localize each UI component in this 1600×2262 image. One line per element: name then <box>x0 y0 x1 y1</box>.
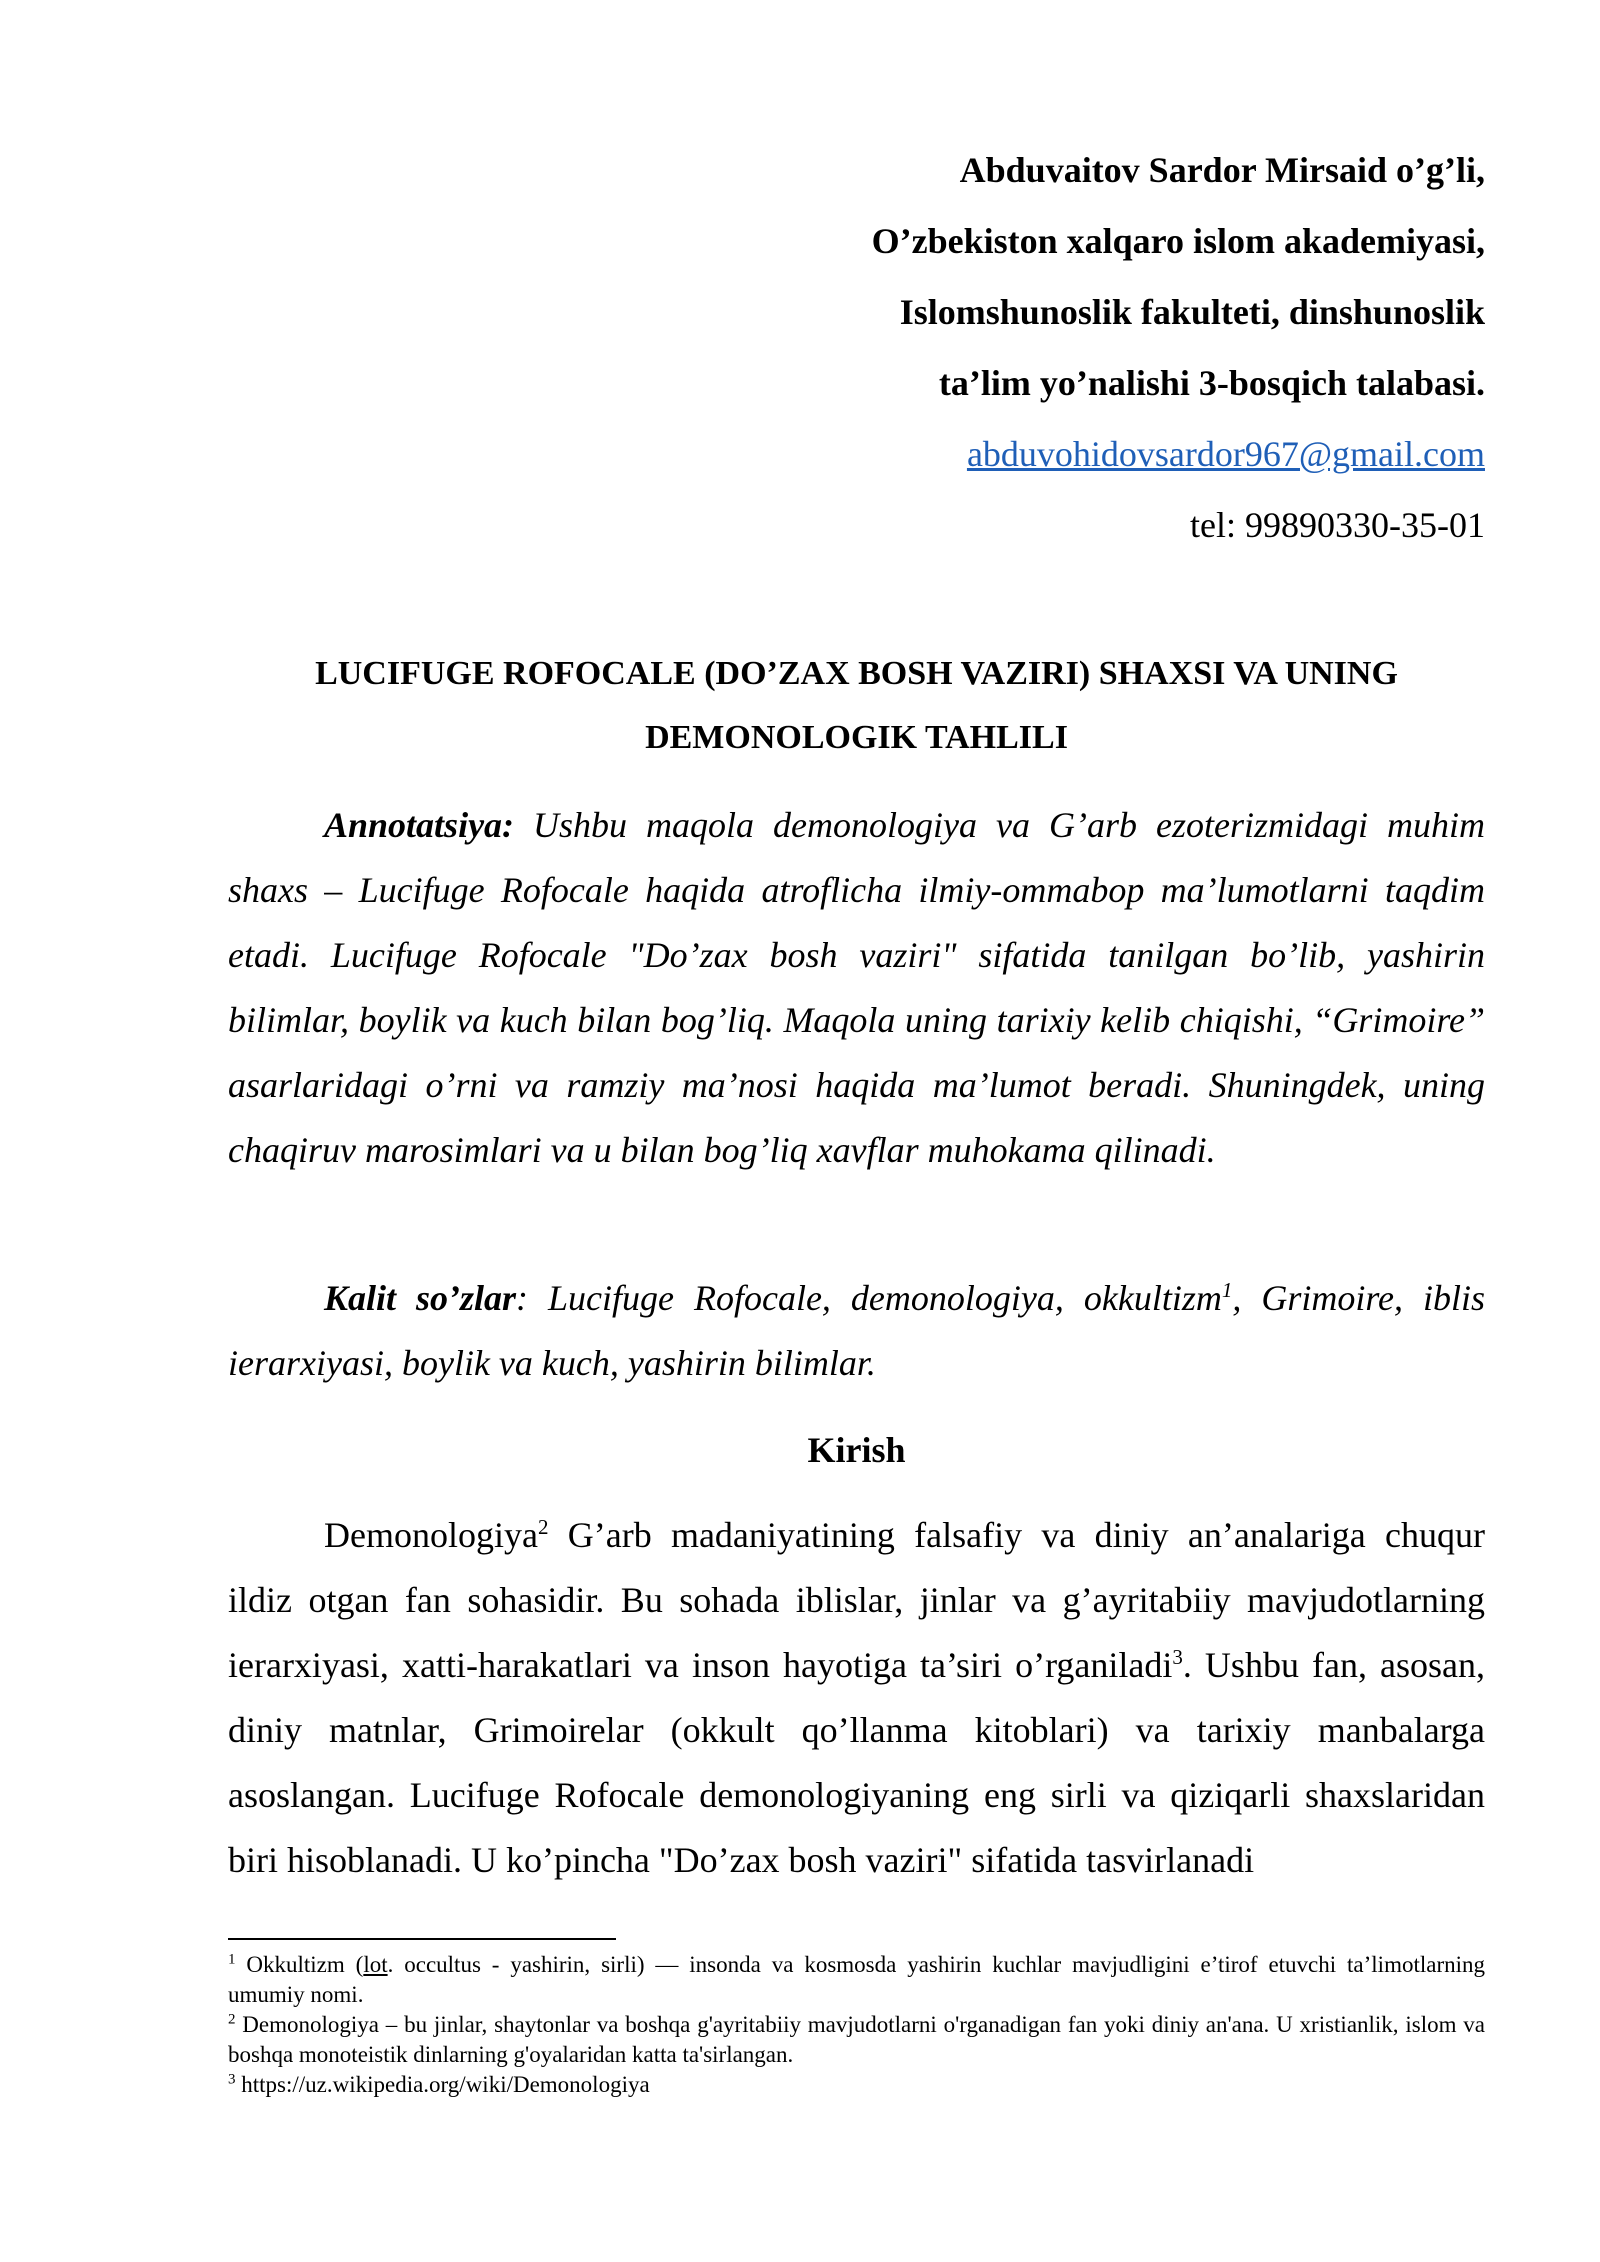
footnote-abbreviation: lot <box>363 1952 388 1977</box>
intro-word: Demonologiya <box>324 1515 538 1555</box>
author-name: Abduvaitov Sardor Mirsaid o’g’li, <box>959 150 1485 190</box>
footnote-number: 2 <box>228 2011 236 2028</box>
footnote-number: 1 <box>228 1951 236 1968</box>
abstract-paragraph <box>228 793 1485 1183</box>
intro-text-part1: G’arb madaniyatining falsafiy va diniy an’analariga chuqur ildiz otgan fan sohasidir. Bu sohada iblislar, jinlar va g’ayritabiiy mavjudotlarning ierarxiyasi, xatti-harakatlari va inson hayotiga ta’siri o’rganiladi <box>228 1515 1485 1685</box>
abstract-text: Ushbu maqola demonologiya va G’arb ezoterizmidagi muhim shaxs – Lucifuge Rofocale haqida atroflicha ilmiy-ommabop ma’lumotlarni taqdim etadi. Lucifuge Rofocale "Do’zax bosh vaziri" sifatida tanilgan bo’lib, yashirin bilimlar, boylik va kuch bilan bog’liq. Maqola uning tarixiy kelib chiqishi, “Grimoire” asarlaridagi o’rni va ramziy ma’nosi haqida ma’lumot beradi. Shuningdek, uning chaqiruv marosimlari va u bilan bog’liq xavflar muhokama qilinadi. <box>228 805 1485 1170</box>
footnote-ref-1[interactable]: 1 <box>1221 1278 1233 1302</box>
keywords-text-before: : Lucifuge Rofocale, demonologiya, okkultizm <box>516 1278 1222 1318</box>
abstract-label: Annotatsiya: <box>324 805 515 845</box>
keywords-label: Kalit so’zlar <box>324 1278 517 1318</box>
footnote-2 <box>228 2010 1485 2070</box>
article-title: LUCIFUGE ROFOCALE (DO’ZAX BOSH VAZIRI) SHAXSI VA UNING DEMONOLOGIK TAHLILI <box>315 655 1398 756</box>
author-email-link[interactable]: abduvohidovsardor967@gmail.com <box>966 434 1485 474</box>
footnotes <box>228 1950 1485 2100</box>
author-info <box>585 135 1485 561</box>
footnote-text: Demonologiya – bu jinlar, shaytonlar va boshqa g'ayritabiiy mavjudotlarni o'rganadigan fan yoki diniy an'ana. U xristianlik, islom va boshqa monoteistik dinlarning g'oyalaridan katta ta'sirlangan. <box>228 2012 1485 2067</box>
footnote-text: . occultus - yashirin, sirli) — insonda va kosmosda yashirin kuchlar mavjudligini e’tirof etuvchi ta’limotlarning umumiy nomi. <box>228 1952 1485 2007</box>
footnote-3 <box>228 2070 1485 2100</box>
author-faculty: Islomshunoslik fakulteti, dinshunoslik <box>899 292 1485 332</box>
footnote-1 <box>228 1950 1485 2010</box>
footnote-number: 3 <box>228 2071 236 2088</box>
footnote-ref-2[interactable]: 2 <box>537 1515 549 1539</box>
author-course: ta’lim yo’nalishi 3-bosqich talabasi. <box>938 363 1485 403</box>
footnote-separator <box>228 1938 616 1940</box>
section-heading-kirish: Kirish <box>807 1430 906 1470</box>
footnote-url[interactable]: https://uz.wikipedia.org/wiki/Demonologiya <box>235 2072 650 2097</box>
intro-paragraph <box>228 1503 1485 1893</box>
author-institution: O’zbekiston xalqaro islom akademiyasi, <box>871 221 1485 261</box>
author-phone: tel: 99890330-35-01 <box>1190 505 1485 545</box>
intro-text-part2: . Ushbu fan, asosan, diniy matnlar, Grimoirelar (okkult qo’llanma kitoblari) va tarixiy manbalarga asoslangan. Lucifuge Rofocale demonologiyaning eng sirli va qiziqarli shaxslaridan biri hisoblanadi. U ko’pincha "Do’zax bosh vaziri" sifatida tasvirlanadi <box>228 1645 1485 1880</box>
footnote-ref-3[interactable]: 3 <box>1172 1645 1183 1669</box>
keywords-text-after: , Grimoire, iblis ierarxiyasi, boylik va kuch, yashirin bilimlar. <box>228 1278 1485 1383</box>
keywords-paragraph <box>228 1266 1485 1396</box>
footnote-text: Okkultizm ( <box>235 1952 364 1977</box>
